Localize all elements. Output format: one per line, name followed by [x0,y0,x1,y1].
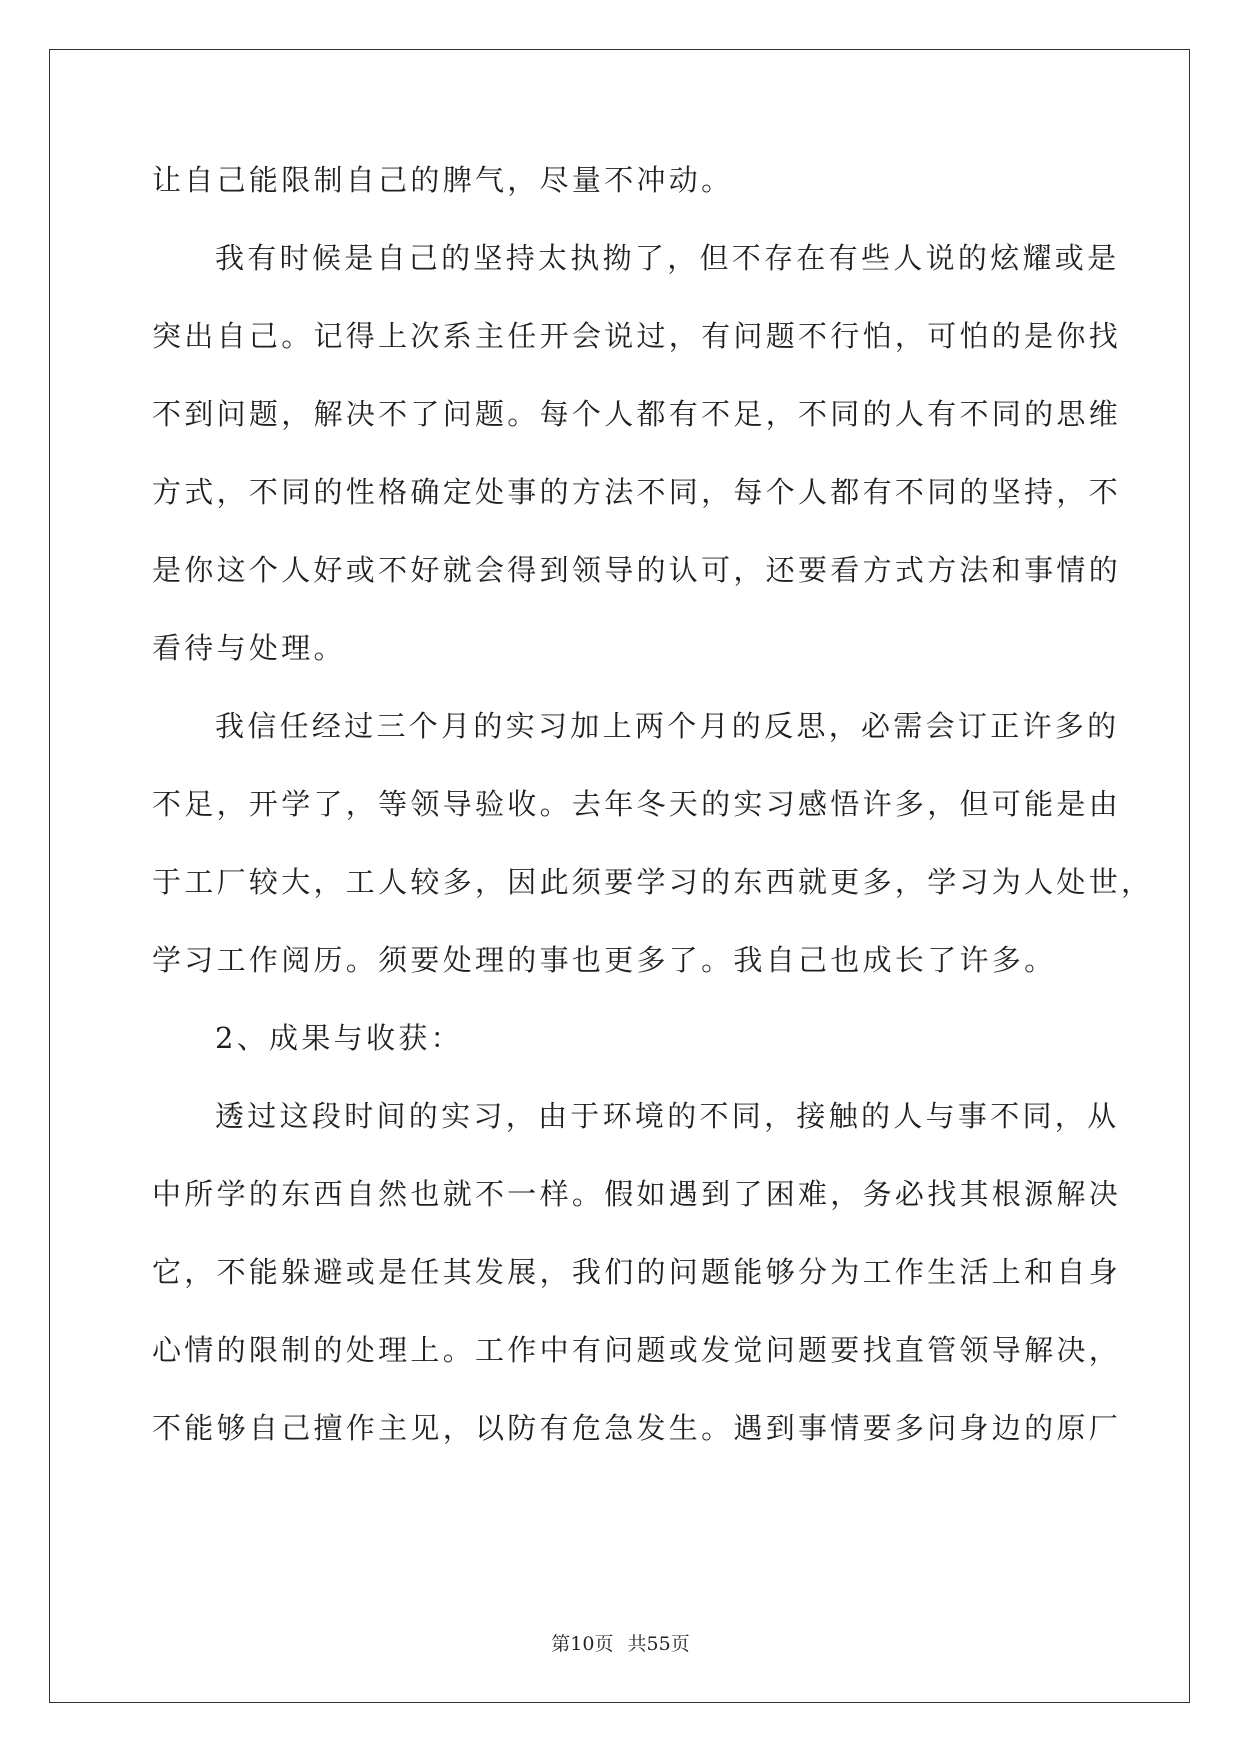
text-line: 不足，开学了，等领导验收。去年冬天的实习感悟许多，但可能是由 [152,787,1122,821]
text-line: 它，不能躲避或是任其发展，我们的问题能够分为工作生活上和自身 [152,1255,1122,1289]
text-line: 透过这段时间的实习，由于环境的不同，接触的人与事不同，从 [215,1099,1120,1133]
document-body [152,155,1154,1481]
text-line: 不到问题，解决不了问题。每个人都有不足，不同的人有不同的思维 [152,397,1122,431]
text-line: 中所学的东西自然也就不一样。假如遇到了困难，务必找其根源解决 [152,1177,1122,1211]
page-number: 第10页 [551,1633,614,1655]
text-line: 让自己能限制自己的脾气，尽量不冲动。 [152,163,734,197]
page-total: 共55页 [627,1633,690,1655]
text-line: 方式，不同的性格确定处事的方法不同，每个人都有不同的坚持，不 [152,475,1122,509]
text-line: 学习工作阅历。须要处理的事也更多了。我自己也成长了许多。 [152,943,1057,977]
text-line: 不能够自己擅作主见，以防有危急发生。遇到事情要多问身边的原厂 [152,1411,1122,1445]
section-heading: 2、成果与收获： [215,1021,463,1055]
text-line: 心情的限制的处理上。工作中有问题或发觉问题要找直管领导解决， [152,1333,1122,1367]
text-line: 于工厂较大，工人较多，因此须要学习的东西就更多，学习为人处世， [152,865,1154,899]
text-line: 是你这个人好或不好就会得到领导的认可，还要看方式方法和事情的 [152,553,1122,587]
page-footer [0,1629,1241,1656]
text-line: 我有时候是自己的坚持太执拗了，但不存在有些人说的炫耀或是 [215,241,1120,275]
text-line: 看待与处理。 [152,631,346,665]
text-line: 突出自己。记得上次系主任开会说过，有问题不行怕，可怕的是你找 [152,319,1122,353]
text-line: 我信任经过三个月的实习加上两个月的反思，必需会订正许多的 [215,709,1120,743]
